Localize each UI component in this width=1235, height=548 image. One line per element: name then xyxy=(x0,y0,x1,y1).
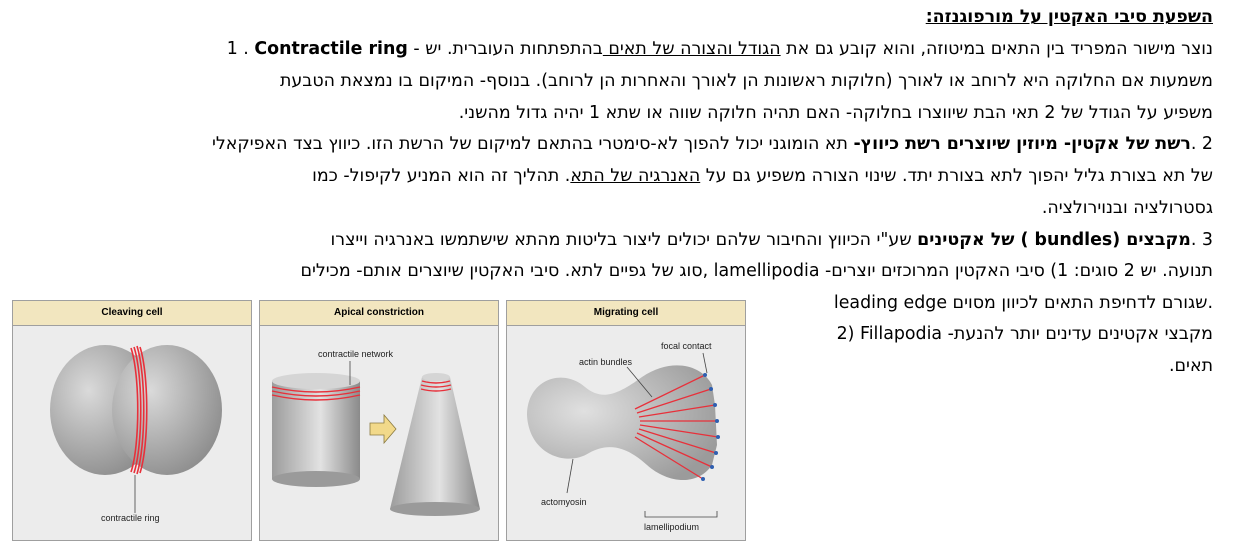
p1-text-a: - נוצר מישור המפריד בין התאים במיטוזה, והוא קובע גם את xyxy=(407,39,1213,59)
p1-text-b: בהתפתחות העוברית. יש xyxy=(425,39,603,59)
actin-bundles-label: actin bundles xyxy=(579,357,633,367)
p1-term: Contractile ring xyxy=(254,39,408,59)
panel-title: Cleaving cell xyxy=(13,301,251,326)
p2-line-2 xyxy=(312,165,1213,187)
p1-underlined: הגודל והצורה של תאים xyxy=(602,39,781,59)
cylinder-top xyxy=(272,373,360,389)
lamellipodium-label: lamellipodium xyxy=(644,522,700,532)
panel-title: Migrating cell xyxy=(507,301,745,326)
p3-term: מקבצים (bundles ) של אקטינים xyxy=(917,230,1191,250)
wedge-cell-body xyxy=(390,377,480,509)
p3-text: שע"י הכיווץ והחיבור שלהם יכולים ליצור בליטות מהתא שישתמשו באנרגיה וייצרו xyxy=(330,230,918,250)
lamellipodium-bracket xyxy=(645,511,717,517)
p2-text: תא הומוגני יכול להפוך לא-סימטרי בהתאם למיקום של הרשת הזו. כיווץ בצד האפיקאלי xyxy=(211,134,854,154)
panel-apical-constriction xyxy=(259,300,499,541)
right-daughter-cell xyxy=(112,345,222,475)
p1-line-3: משפיע על הגודל של 2 תאי הבת שיווצרו בחלוקה- האם תהיה חלוקה שווה או שתא 1 יהיה גדול מהשני. xyxy=(458,103,1213,123)
p1-line-1 xyxy=(227,38,1213,60)
p2-line-1 xyxy=(212,133,1213,155)
p3-line-4: 2) Fillapodia -מקבצי אקטינים עדינים יותר להנעת xyxy=(836,324,1213,344)
p2-number: 2 . xyxy=(1190,134,1213,154)
focal-contact-label: focal contact xyxy=(661,341,712,351)
p1-line-2: משמעות אם החלוקה היא לרוחב או לאורך (חלוקות ראשונות הן לאורך והאחרות הן לרוחב). בנוסף- המיקום בו נמצאת הטבעת xyxy=(279,71,1213,91)
p1-number: 1 . xyxy=(226,39,255,59)
apical-constriction-illustration xyxy=(260,325,498,540)
p2-text-b: . תהליך זה הוא המניע לקיפול- כמו xyxy=(312,166,571,186)
panel-title: Apical constriction xyxy=(260,301,498,326)
contractile-ring-label: contractile ring xyxy=(101,513,160,523)
p2-underlined: האנרגיה של התא xyxy=(570,166,701,186)
cleaving-cell-illustration xyxy=(13,325,251,540)
contractile-network-label: contractile network xyxy=(318,349,394,359)
p3-number: 3 . xyxy=(1190,230,1213,250)
migrating-cell-illustration xyxy=(507,325,745,540)
p2-line-3: גסטרולציה ובנוירולציה. xyxy=(1041,198,1213,218)
p2-term: רשת של אקטין- מיוזין שיוצרים רשת כיווץ- xyxy=(853,134,1191,154)
panel-migrating-cell xyxy=(506,300,746,541)
p3-line-1 xyxy=(331,229,1213,251)
p3-line-2: תנועה. יש 2 סוגים: 1) סיבי האקטין המרוכזים יוצרים- lamellipodia ,סוג של גפיים לתא. סיבי האקטין שיוצרים אותם- מכילים xyxy=(300,261,1213,281)
panel-cleaving-cell xyxy=(12,300,252,541)
document-title: השפעת סיבי האקטין על מורפוגנזה: xyxy=(925,7,1213,27)
p3-line-5: תאים. xyxy=(1168,356,1213,376)
transformation-arrow-icon xyxy=(370,415,396,443)
wedge-bottom xyxy=(390,502,480,516)
p3-line-3: leading edge שגורם לדחיפת התאים לכיוון מסוים. xyxy=(833,293,1213,313)
wedge-top xyxy=(422,373,450,381)
actomyosin-label: actomyosin xyxy=(541,497,587,507)
p2-text-a: של תא בצורת גליל יהפוך לתא בצורת יתד. שינוי הצורה משפיע גם על xyxy=(700,166,1213,186)
focal-pointer xyxy=(703,353,707,373)
actomyosin-pointer xyxy=(567,459,573,493)
cylinder-bottom xyxy=(272,471,360,487)
